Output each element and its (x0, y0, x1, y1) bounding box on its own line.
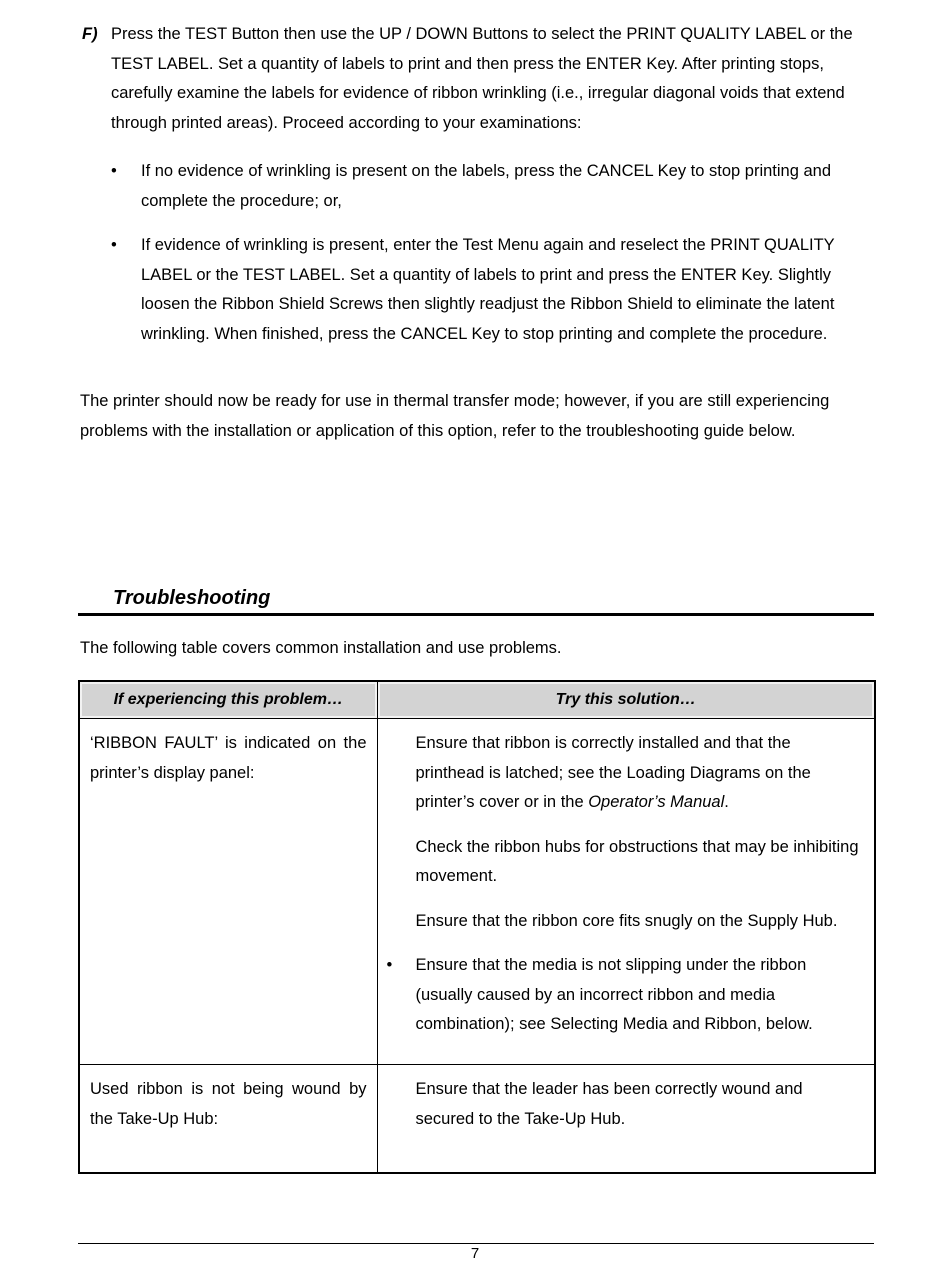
solution-item (416, 907, 863, 937)
solution-text: Ensure that the leader has been correctly wound and secured to the Take-Up Hub. (415, 1080, 803, 1128)
troubleshooting-table (78, 680, 876, 1174)
solution-cell (377, 1065, 875, 1174)
solution-text-end: . (724, 793, 729, 811)
solution-item (416, 833, 863, 892)
table-intro-text: The following table covers common installation and use problems. (80, 639, 562, 657)
problem-cell: Used ribbon is not being wound by the Take-Up Hub: (79, 1065, 377, 1174)
table-row (79, 719, 875, 1065)
bullet-item-wrinkling-present (111, 231, 851, 349)
step-marker: F) (82, 25, 98, 43)
bullet-icon: • (111, 162, 117, 180)
solution-text: Ensure that the ribbon core fits snugly on the Supply Hub. (415, 911, 838, 930)
solution-list (378, 719, 875, 1040)
footer-rule (78, 1243, 874, 1244)
bullet-item-no-wrinkling (111, 157, 851, 216)
section-heading: Troubleshooting (113, 587, 271, 609)
closing-paragraph: The printer should now be ready for use in thermal transfer mode; however, if you are still experiencing problems with the installation or application of this option, refer to the troubleshooting guide below. (80, 392, 830, 440)
header-solution: Try this solution… (377, 681, 875, 719)
bullet-text: If evidence of wrinkling is present, enter the Test Menu again and reselect the PRINT QUALITY LABEL or the TEST LABEL. Set a quantity of labels to print and press the ENTER Key. Slightly loosen the Ribbon Shield Screws then slightly readjust the Ribbon Shield to eliminate the latent wrinkling. When finished, press the CANCEL Key to stop printing and complete the procedure. (141, 236, 835, 343)
heading-rule (78, 613, 874, 616)
solution-item (416, 729, 863, 818)
solution-item (386, 951, 863, 1040)
bullet-icon: • (111, 236, 117, 254)
manual-title: Operator’s Manual (588, 793, 725, 811)
solution-item (416, 1075, 863, 1134)
solution-cell (377, 719, 875, 1065)
problem-cell: ‘RIBBON FAULT’ is indicated on the printer’s display panel: (79, 719, 377, 1065)
solution-list (378, 1065, 875, 1134)
header-problem: If experiencing this problem… (79, 681, 377, 719)
bullet-icon: • (386, 956, 393, 974)
table-row (79, 1065, 875, 1174)
solution-text: Check the ribbon hubs for obstructions that may be inhibiting movement. (415, 837, 859, 885)
step-f-paragraph: Press the TEST Button then use the UP / DOWN Buttons to select the PRINT QUALITY LABEL or the TEST LABEL. Set a quantity of labels to print and then press the ENTER Key. After printing stops, carefully examine the labels for evidence of ribbon wrinkling (i.e., irregular diagonal voids that extend through printed areas). Proceed according to your examinations: (111, 25, 853, 132)
table-header-row (79, 681, 875, 719)
solution-text: Ensure that ribbon is correctly installed and that the printhead is latched; see the Loading Diagrams on the printer’s cover or in the (415, 734, 811, 811)
solution-text: Ensure that the media is not slipping under the ribbon (usually caused by an incorrect ribbon and media combination); see Selecting Media and Ribbon, below. (415, 956, 813, 1033)
page-number: 7 (470, 1245, 480, 1262)
bullet-text: If no evidence of wrinkling is present on the labels, press the CANCEL Key to stop printing and complete the procedure; or, (141, 162, 832, 210)
